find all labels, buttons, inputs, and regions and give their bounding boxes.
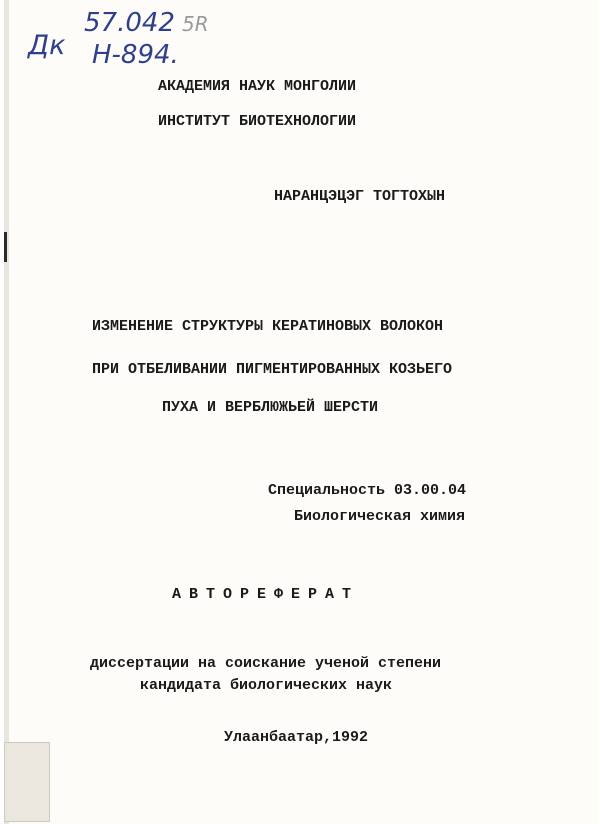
document-page (4, 0, 598, 824)
specialty-code: Специальность 03.00.04 (268, 482, 467, 499)
academy-name: АКАДЕМИЯ НАУК МОНГОЛИИ (158, 78, 357, 95)
library-mark-prefix: Дк (28, 30, 66, 61)
purpose-line-2: кандидата биологических наук (140, 677, 393, 694)
institute-name: ИНСТИТУТ БИОТЕХНОЛОГИИ (158, 113, 357, 130)
library-mark-pencil-note: 5R (182, 12, 209, 36)
author-name: НАРАНЦЭЦЭГ ТОГТОХЫН (274, 188, 446, 205)
corner-label-sticker (4, 742, 50, 822)
specialty-name: Биологическая химия (294, 508, 466, 525)
document-type: АВТОРЕФЕРАТ (172, 586, 360, 603)
library-mark-code: 57.042 (84, 8, 175, 38)
title-line-3: ПУХА И ВЕРБЛЮЖЬЕЙ ШЕРСТИ (162, 399, 379, 416)
place-year: Улаанбаатар,1992 (224, 729, 369, 746)
title-line-1: ИЗМЕНЕНИЕ СТРУКТУРЫ КЕРАТИНОВЫХ ВОЛОКОН (92, 318, 444, 335)
purpose-line-1: диссертации на соискание ученой степени (90, 655, 442, 672)
page-left-edge (4, 0, 9, 824)
binding-mark (4, 232, 7, 262)
library-mark-number: Н-894. (92, 40, 179, 70)
title-line-2: ПРИ ОТБЕЛИВАНИИ ПИГМЕНТИРОВАННЫХ КОЗЬЕГО (92, 361, 453, 378)
